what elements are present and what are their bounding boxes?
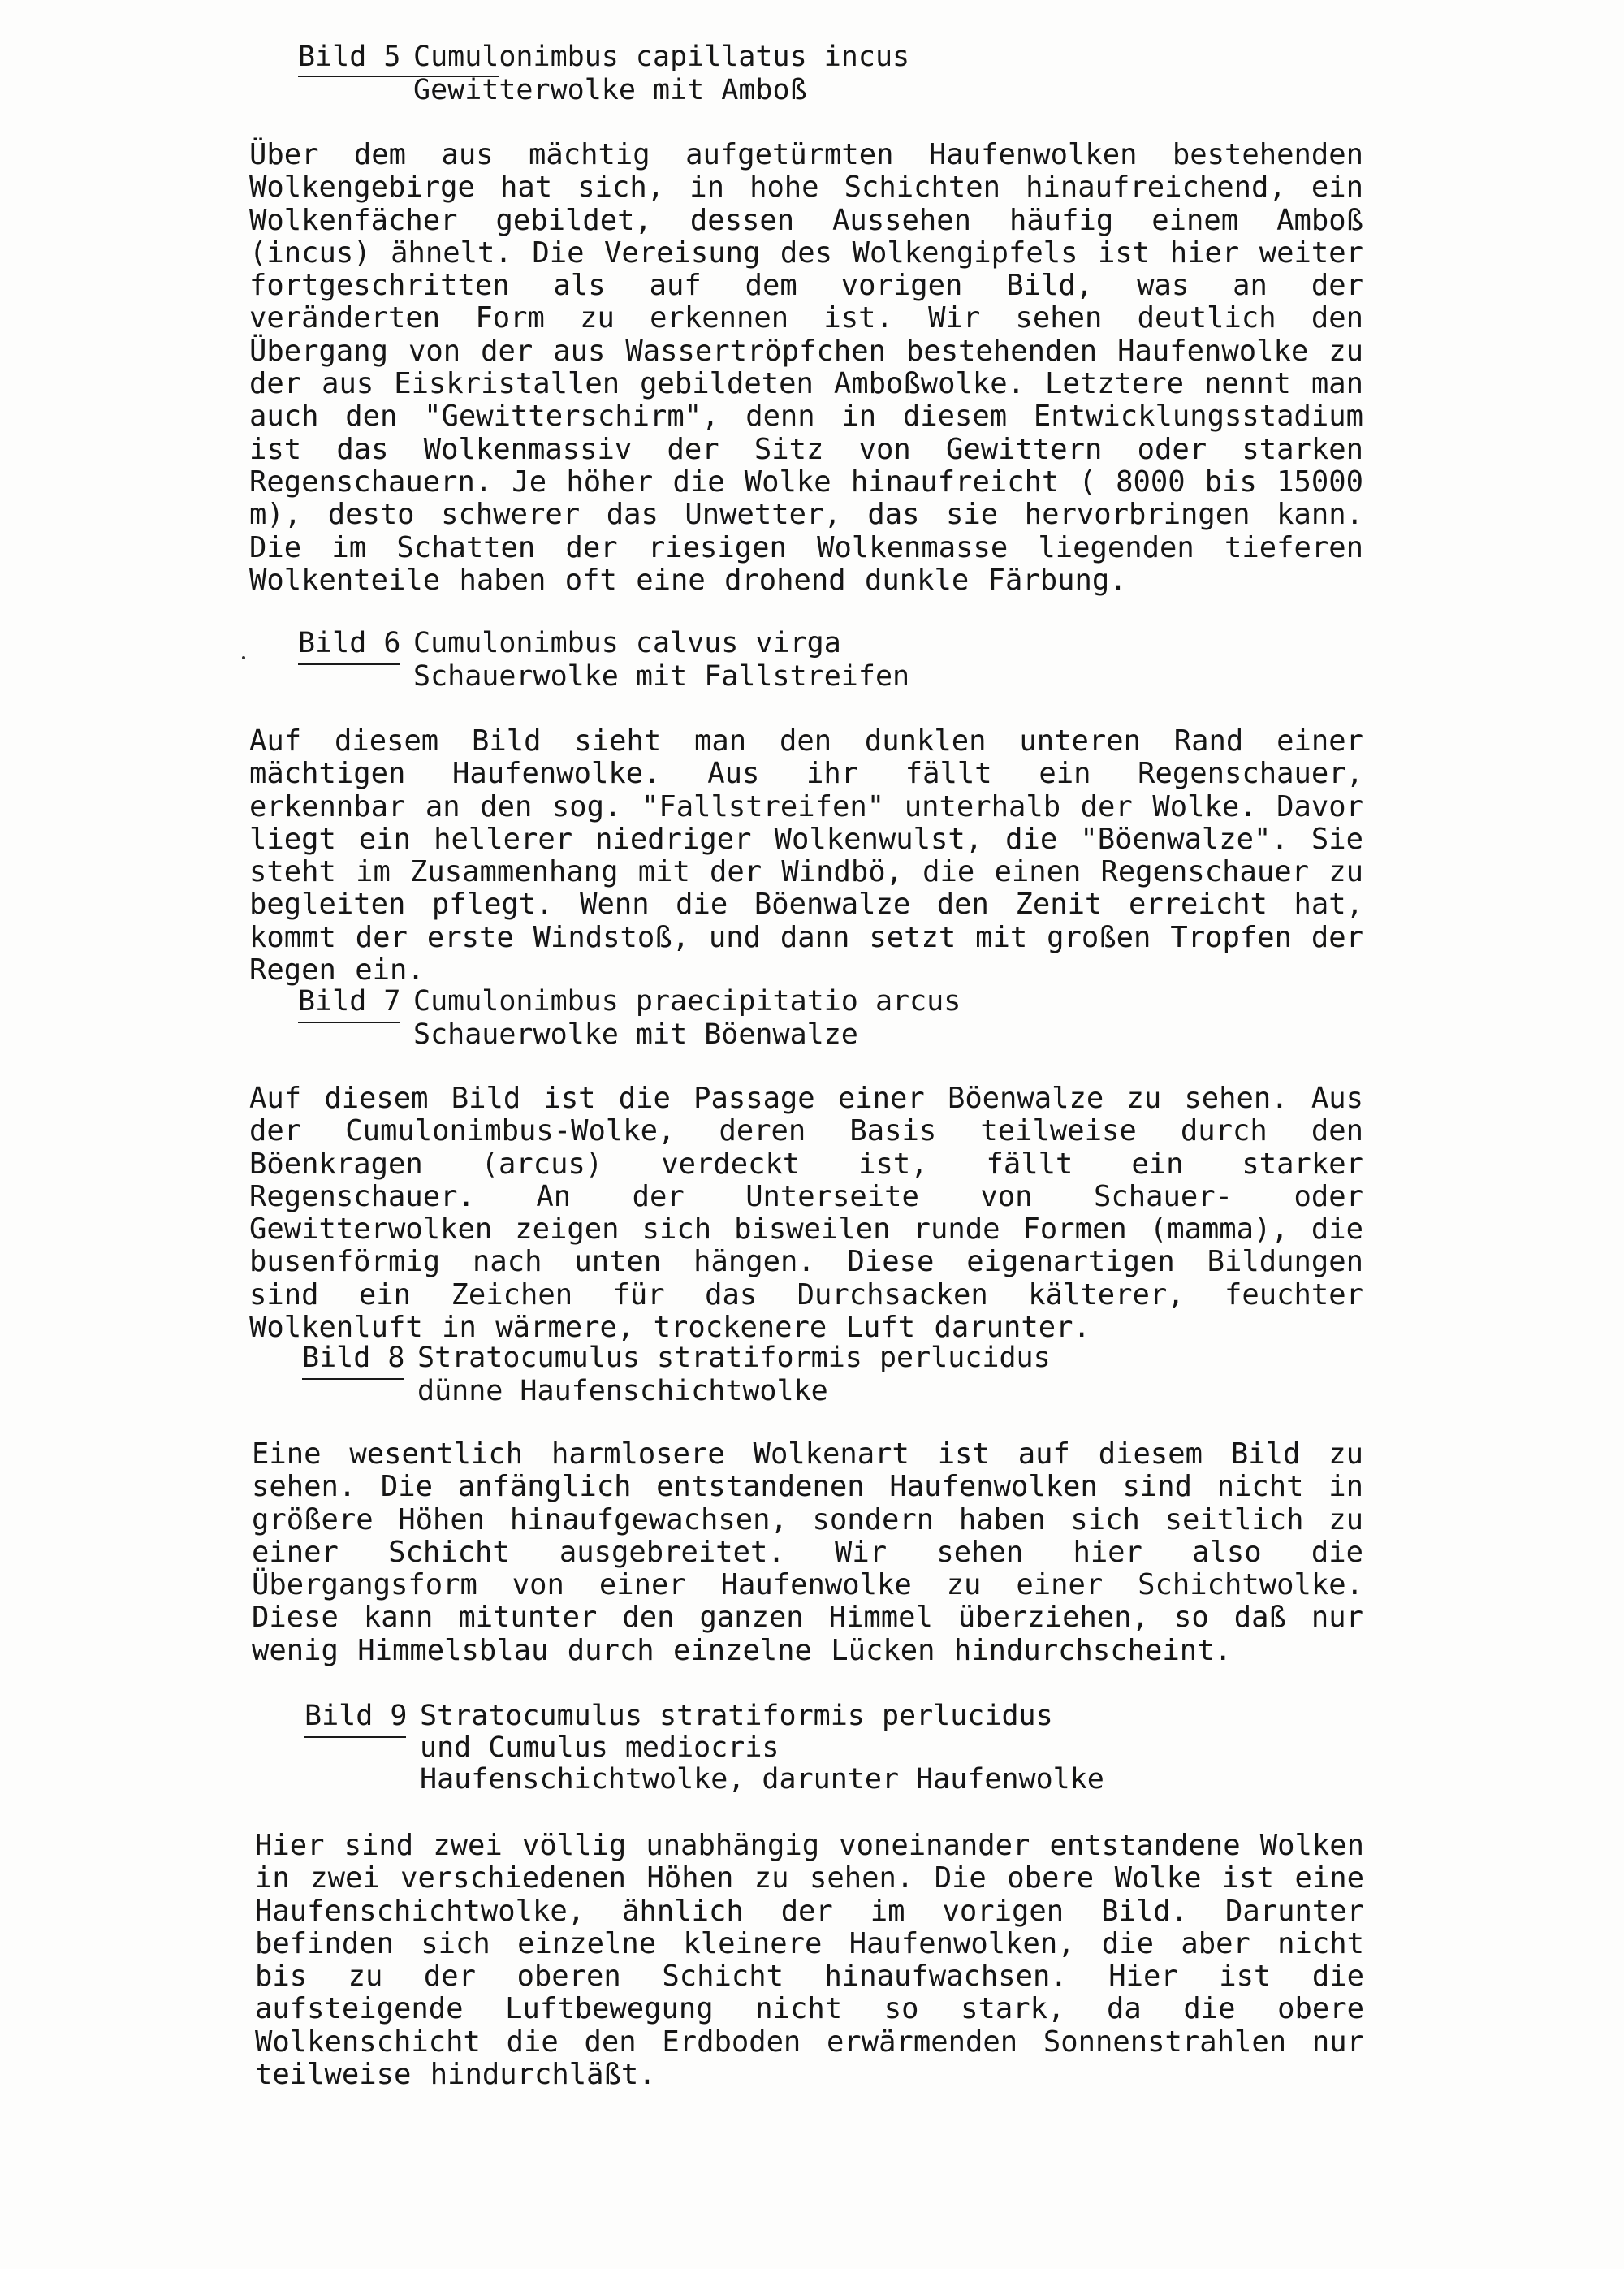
scan-speck (242, 656, 245, 659)
figure-caption-bild-6 (298, 627, 1110, 700)
label-underline (304, 1736, 406, 1738)
figure-label: Bild 7 (298, 985, 401, 1018)
paragraph-bild-5: Über dem aus mächtig aufgetürmten Haufenwolken bestehenden Wolkengebirge hat sich, in hohe Schichten hinaufreichend, ein Wolkenfächer gebildet, dessen Aussehen häufig einem Amboß (incus) ähnelt. Die Vereisung des Wolkengipfels ist hier weiter fortgeschritten als auf dem vorigen Bild, was an der veränderten Form zu erkennen ist. Wir sehen deutlich den Übergang von der aus Wassertröpfchen bestehenden Haufenwolke zu der aus Eiskristallen gebildeten Amboßwolke. Letztere nennt man auch den "Gewitterschirm", denn in diesem Entwicklungsstadium ist das Wolkenmassiv der Sitz von Gewittern oder starken Regenschauern. Je höher die Wolke hinaufreicht ( 8000 bis 15000 m), desto schwerer das Unwetter, das sie hervorbringen kann. Die im Schatten der riesigen Wolkenmasse liegenden tieferen Wolkenteile haben oft eine drohend dunkle Färbung. (249, 138, 1363, 597)
figure-label: Bild 9 (304, 1700, 408, 1732)
caption-german-name: Gewitterwolke mit Amboß (413, 74, 807, 106)
caption-latin-name: Cumulonimbus capillatus incus (413, 41, 910, 73)
caption-german-name: Haufenschichtwolke, darunter Haufenwolke (420, 1763, 1104, 1796)
caption-german-name: Schauerwolke mit Fallstreifen (413, 660, 910, 693)
figure-caption-bild-5 (298, 41, 1110, 114)
caption-german-name: Schauerwolke mit Böenwalze (413, 1018, 858, 1051)
figure-label: Bild 6 (298, 627, 401, 659)
label-underline (298, 1022, 400, 1023)
figure-caption-bild-8 (302, 1342, 1114, 1415)
label-underline (298, 663, 400, 665)
caption-latin-name: Cumulonimbus calvus virga (413, 627, 841, 659)
figure-label: Bild 5 (298, 41, 401, 73)
caption-latin-name: Stratocumulus stratiformis perlucidus (420, 1700, 1053, 1732)
label-underline (302, 1378, 404, 1380)
paragraph-bild-6: Auf diesem Bild sieht man den dunklen unteren Rand einer mächtigen Haufenwolke. Aus ihr fällt ein Regenschauer, erkennbar an den sog. "Fallstreifen" unterhalb der Wolke. Davor liegt ein hellerer niedriger Wolkenwulst, die "Böenwalze". Sie steht im Zusammenhang mit der Windbö, die einen Regenschauer zu begleiten pflegt. Wenn die Böenwalze den Zenit erreicht hat, kommt der erste Windstoß, und dann setzt mit großen Tropfen der Regen ein. (249, 724, 1363, 988)
paragraph-bild-7: Auf diesem Bild ist die Passage einer Böenwalze zu sehen. Aus der Cumulonimbus-Wolke, deren Basis teilweise durch den Böenkragen (arcus) verdeckt ist, fällt ein starker Regenschauer. An der Unterseite von Schauer- oder Gewitterwolken zeigen sich bisweilen runde Formen (mamma), die busenförmig nach unten hängen. Diese eigenartigen Bildungen sind ein Zeichen für das Durchsacken kälterer, feuchter Wolkenluft in wärmere, trockenere Luft darunter. (249, 1082, 1363, 1345)
caption-latin-name: Cumulonimbus praecipitatio arcus (413, 985, 961, 1018)
paragraph-bild-9: Hier sind zwei völlig unabhängig voneinander entstandene Wolken in zwei verschiedenen Höhen zu sehen. Die obere Wolke ist eine Haufenschichtwolke, ähnlich der im vorigen Bild. Darunter befinden sich einzelne kleinere Haufenwolken, die aber nicht bis zu der oberen Schicht hinaufwachsen. Hier ist die aufsteigende Luftbewegung nicht so stark, da die obere Wolkenschicht die den Erdboden erwärmenden Sonnenstrahlen nur teilweise hindurchläßt. (255, 1829, 1364, 2092)
caption-latin-name: Stratocumulus stratiformis perlucidus (417, 1342, 1051, 1374)
paragraph-bild-8: Eine wesentlich harmlosere Wolkenart ist auf diesem Bild zu sehen. Die anfänglich entstandenen Haufenwolken sind nicht in größere Höhen hinaufgewachsen, sondern haben sich seitlich zu einer Schicht ausgebreitet. Wir sehen hier also die Übergangsform von einer Haufenwolke zu einer Schichtwolke. Diese kann mitunter den ganzen Himmel überziehen, so daß nur wenig Himmelsblau durch einzelne Lücken hindurchscheint. (252, 1437, 1363, 1667)
figure-caption-bild-7 (298, 985, 1110, 1058)
figure-caption-bild-9 (304, 1700, 1116, 1805)
figure-label: Bild 8 (302, 1342, 405, 1374)
caption-german-name: dünne Haufenschichtwolke (417, 1375, 828, 1407)
caption-latin-name-2: und Cumulus mediocris (420, 1731, 780, 1764)
